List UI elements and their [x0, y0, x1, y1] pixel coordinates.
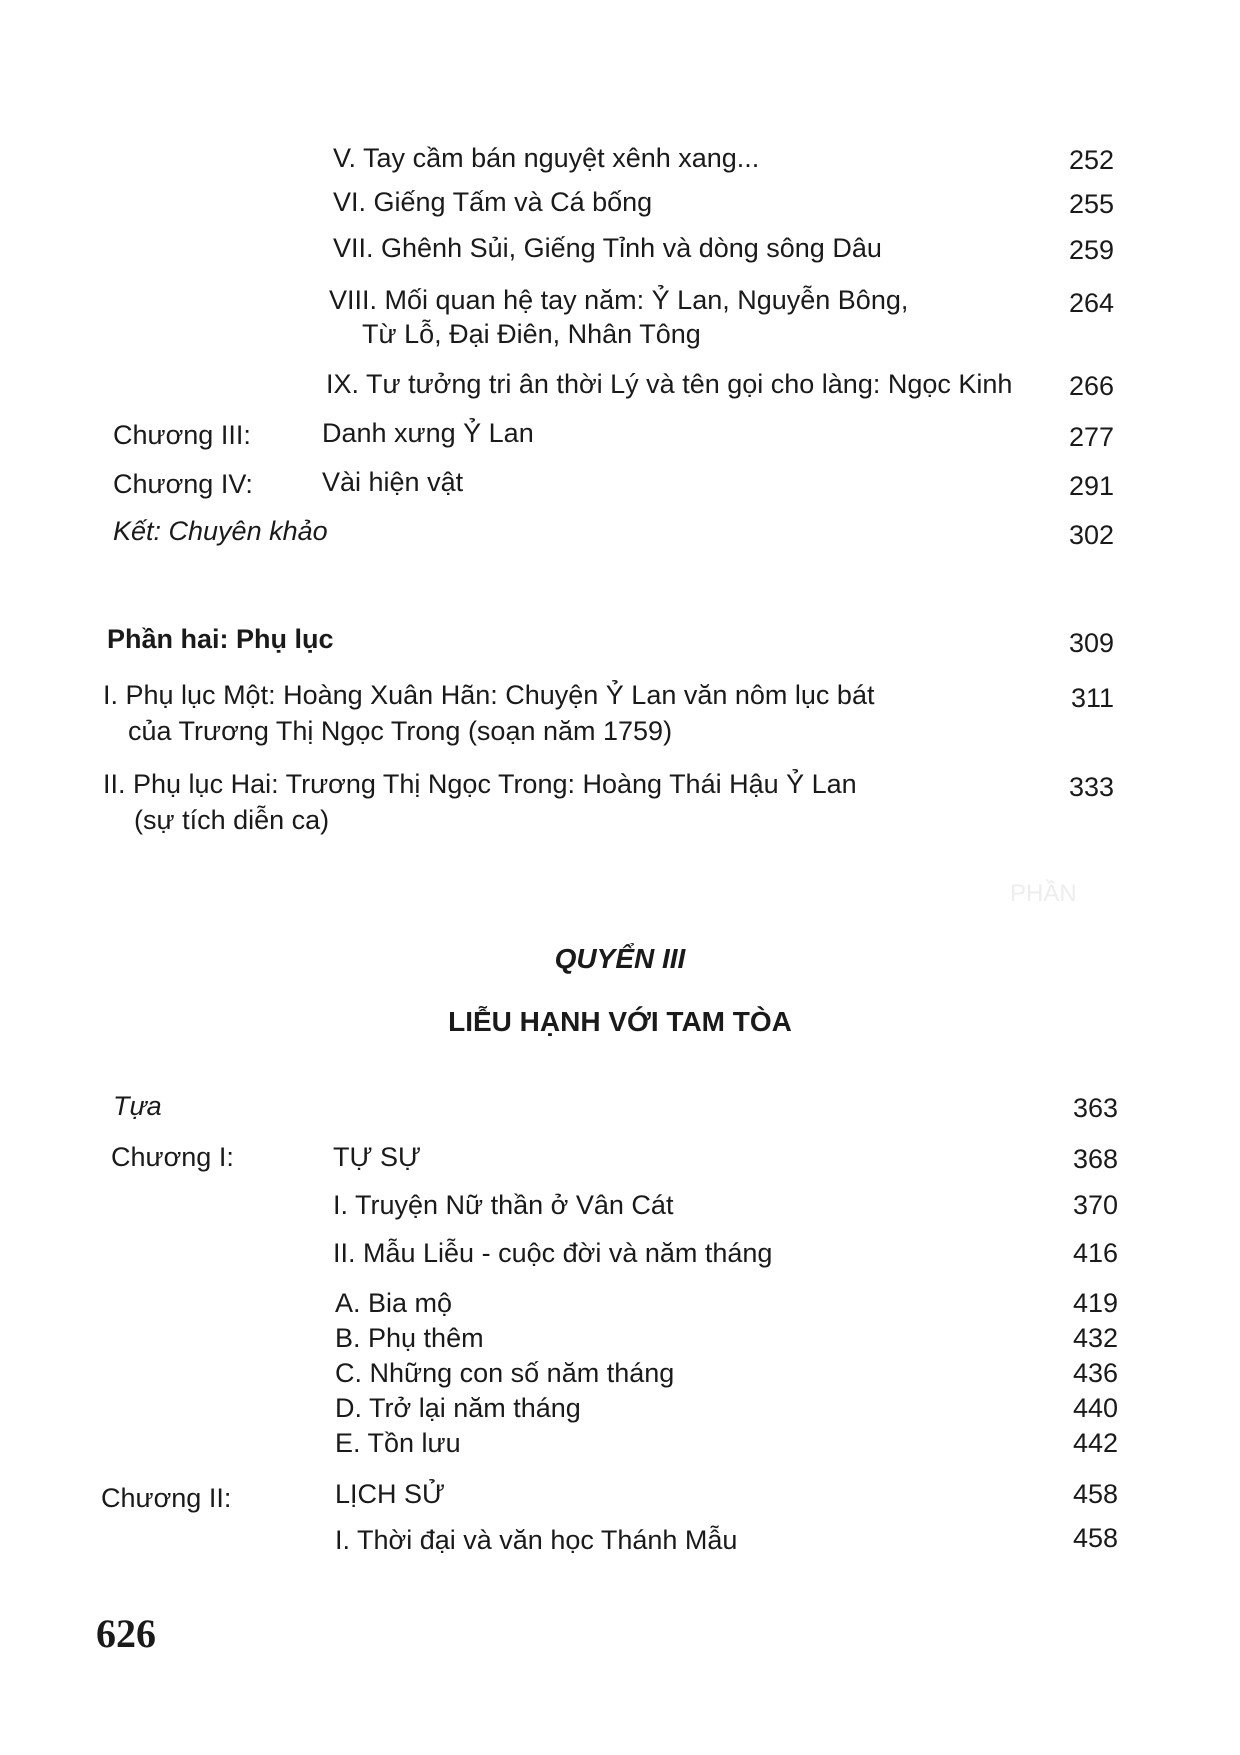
toc-page: 259	[1068, 235, 1114, 265]
toc-page: 309	[1068, 628, 1114, 658]
toc-page: 416	[1072, 1238, 1118, 1268]
toc-page: 458	[1072, 1523, 1118, 1553]
toc-entry: II. Mẫu Liễu - cuộc đời và năm tháng	[333, 1238, 773, 1268]
toc-page: 368	[1072, 1144, 1118, 1174]
toc-page: 333	[1068, 772, 1114, 802]
chapter-title: LỊCH SỬ	[335, 1479, 446, 1509]
volume-title: QUYỂN III	[554, 943, 686, 974]
toc-page: 458	[1072, 1479, 1118, 1509]
chapter-prefix: Chương II:	[101, 1483, 232, 1513]
toc-entry: I. Thời đại và văn học Thánh Mẫu	[335, 1525, 738, 1555]
toc-page: 266	[1068, 371, 1114, 401]
toc-page: 370	[1072, 1190, 1118, 1220]
toc-page: 277	[1068, 422, 1114, 452]
toc-page: 264	[1068, 288, 1114, 318]
bleed-through-text: PHẦN	[1010, 880, 1077, 907]
volume-subtitle: LIỄU HẠNH VỚI TAM TÒA	[448, 1006, 792, 1037]
toc-subentry: B. Phụ thêm	[335, 1323, 484, 1353]
chapter-prefix: Chương III:	[113, 420, 251, 450]
preface-entry: Tựa	[113, 1091, 162, 1121]
chapter-prefix: Chương I:	[111, 1142, 234, 1172]
toc-page: 363	[1072, 1093, 1118, 1123]
part-heading: Phần hai: Phụ lục	[107, 624, 334, 654]
toc-page: 302	[1068, 520, 1114, 550]
chapter-prefix: Chương IV:	[113, 469, 253, 499]
toc-page: 252	[1068, 145, 1114, 175]
appendix-entry: I. Phụ lục Một: Hoàng Xuân Hãn: Chuyện Ỷ Lan văn nôm lục bát	[103, 680, 875, 710]
toc-page: 432	[1072, 1323, 1118, 1353]
toc-page: 311	[1070, 683, 1114, 713]
toc-page: 419	[1072, 1288, 1118, 1318]
appendix-entry: II. Phụ lục Hai: Trương Thị Ngọc Trong: Hoàng Thái Hậu Ỷ Lan	[103, 769, 857, 799]
toc-entry-continued: Từ Lỗ, Đại Điên, Nhân Tông	[362, 319, 701, 349]
page-number: 626	[96, 1611, 156, 1656]
toc-entry: VI. Giếng Tấm và Cá bống	[333, 187, 653, 217]
toc-page: 255	[1068, 189, 1114, 219]
appendix-entry-continued: của Trương Thị Ngọc Trong (soạn năm 1759)	[128, 716, 673, 746]
conclusion-entry: Kết: Chuyên khảo	[113, 516, 328, 546]
toc-entry: VII. Ghênh Sủi, Giếng Tỉnh và dòng sông Dâu	[333, 233, 882, 263]
toc-page: 442	[1072, 1428, 1118, 1458]
toc-page: 291	[1068, 471, 1114, 501]
toc-page: 440	[1072, 1393, 1118, 1423]
appendix-entry-continued: (sự tích diễn ca)	[134, 805, 330, 835]
toc-entry: V. Tay cầm bán nguyệt xênh xang...	[333, 143, 760, 173]
toc-subentry: C. Những con số năm tháng	[335, 1358, 675, 1388]
chapter-title: TỰ SỰ	[333, 1142, 422, 1172]
chapter-title: Danh xưng Ỷ Lan	[322, 418, 534, 448]
toc-entry: IX. Tư tưởng tri ân thời Lý và tên gọi cho làng: Ngọc Kinh	[326, 369, 1013, 399]
toc-entry: I. Truyện Nữ thần ở Vân Cát	[333, 1190, 674, 1220]
toc-page: 436	[1072, 1358, 1118, 1388]
toc-subentry: D. Trở lại năm tháng	[335, 1393, 581, 1423]
toc-entry: VIII. Mối quan hệ tay năm: Ỷ Lan, Nguyễn Bông,	[329, 285, 909, 315]
toc-subentry: E. Tồn lưu	[335, 1428, 461, 1458]
chapter-title: Vài hiện vật	[322, 467, 464, 497]
toc-subentry: A. Bia mộ	[335, 1288, 453, 1318]
